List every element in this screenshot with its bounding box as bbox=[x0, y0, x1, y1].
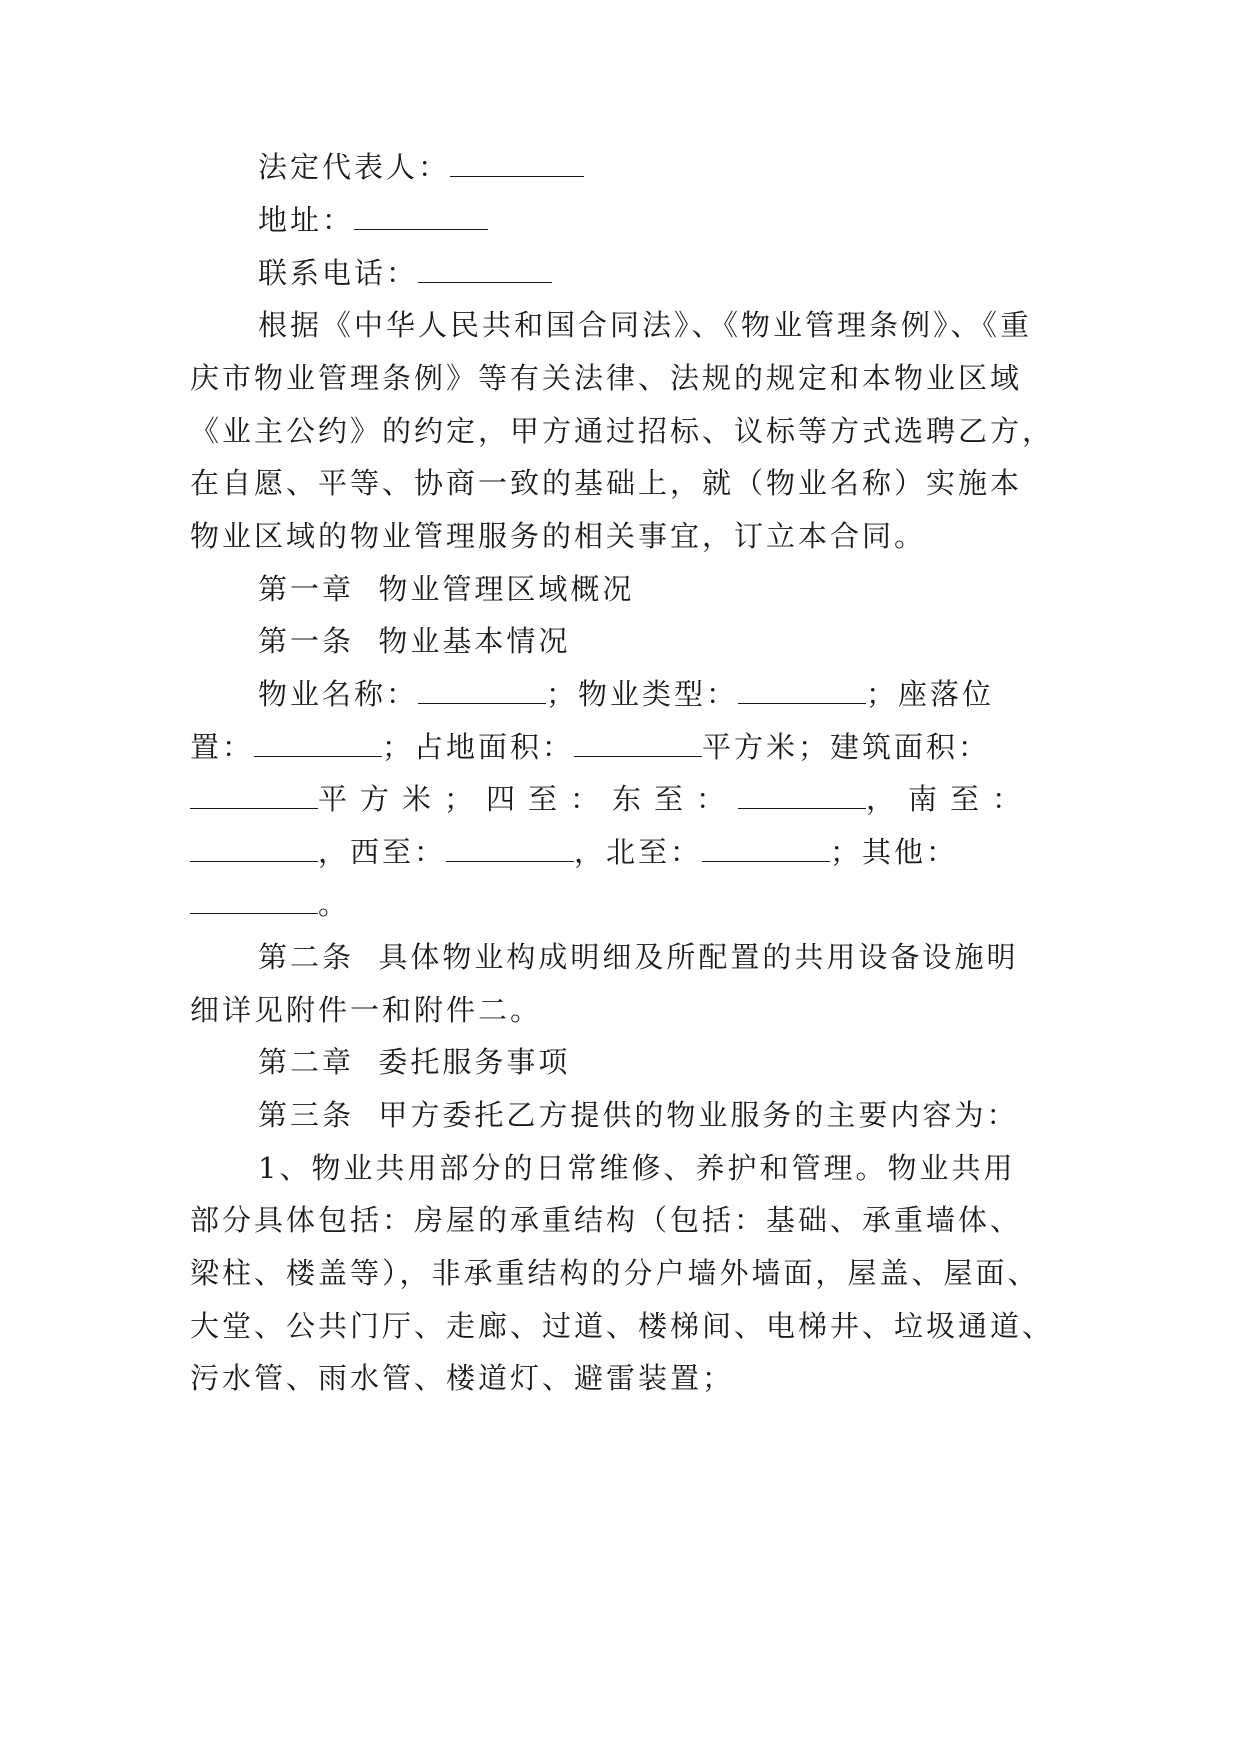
property-line-3 bbox=[0, 779, 1241, 819]
phone-label: 联系电话： bbox=[258, 256, 419, 290]
address-blank bbox=[354, 203, 488, 230]
property-line-4 bbox=[0, 832, 1241, 872]
property-line-5 bbox=[0, 884, 1241, 924]
north-blank bbox=[702, 835, 830, 862]
preamble-line-1: 根据《中华人民共和国合同法》、《物业管理条例》、《重 bbox=[258, 308, 1033, 342]
west-label: ，西至： bbox=[318, 835, 447, 869]
phone-line bbox=[0, 253, 1241, 293]
location-label-b: 置： bbox=[190, 730, 255, 764]
preamble-line-2: 庆市物业管理条例》等有关法律、法规的规定和本物业区域 bbox=[190, 361, 1023, 395]
article2-line-2: 细详见附件一和附件二。 bbox=[190, 993, 543, 1027]
legal-rep-line bbox=[0, 147, 1241, 187]
legal-rep-blank bbox=[450, 150, 584, 177]
item1-line-4: 大堂、公共门厅、走廊、过道、楼梯间、电梯井、垃圾通道、 bbox=[190, 1309, 1055, 1343]
land-area-label: ；占地面积： bbox=[382, 730, 575, 764]
other-blank bbox=[190, 887, 318, 914]
property-line-1 bbox=[0, 674, 1241, 714]
article3-title: 第三条 甲方委托乙方提供的物业服务的主要内容为： bbox=[258, 1098, 1019, 1132]
legal-rep-label: 法定代表人： bbox=[258, 150, 451, 184]
location-blank bbox=[254, 730, 382, 757]
south-blank bbox=[190, 835, 318, 862]
article2-line-1: 第二条 具体物业构成明细及所配置的共用设备设施明 bbox=[258, 940, 1019, 974]
address-label: 地址： bbox=[258, 203, 355, 237]
property-type-label: ；物业类型： bbox=[546, 677, 739, 711]
land-area-blank bbox=[574, 730, 702, 757]
end-mark: 。 bbox=[318, 887, 351, 921]
location-label-a: ；座落位 bbox=[866, 677, 995, 711]
west-blank bbox=[446, 835, 574, 862]
phone-blank bbox=[418, 256, 552, 283]
north-label: ，北至： bbox=[574, 835, 703, 869]
address-line bbox=[0, 200, 1241, 240]
item1-line-2: 部分具体包括：房屋的承重结构（包括：基础、承重墙体、 bbox=[190, 1203, 1023, 1237]
building-area-unit: 平方米；四至：东至： bbox=[318, 782, 739, 816]
property-type-blank bbox=[738, 677, 866, 704]
preamble-line-4: 在自愿、平等、协商一致的基础上，就（物业名称）实施本 bbox=[190, 466, 1023, 500]
preamble-line-3: 《业主公约》的约定，甲方通过招标、议标等方式选聘乙方， bbox=[190, 414, 1055, 448]
other-label: ；其他： bbox=[830, 835, 959, 869]
article1-title: 第一条 物业基本情况 bbox=[258, 624, 571, 658]
east-blank bbox=[738, 782, 866, 809]
building-area-blank bbox=[190, 782, 318, 809]
land-area-unit: 平方米；建筑面积： bbox=[702, 730, 991, 764]
item1-line-3: 梁柱、楼盖等），非承重结构的分户墙外墙面，屋盖、屋面、 bbox=[190, 1256, 1040, 1290]
chapter1-title: 第一章 物业管理区域概况 bbox=[258, 572, 635, 606]
item1-line-5: 污水管、雨水管、楼道灯、避雷装置； bbox=[190, 1361, 735, 1395]
property-name-blank bbox=[418, 677, 546, 704]
chapter2-title: 第二章 委托服务事项 bbox=[258, 1045, 571, 1079]
preamble-line-5: 物业区域的物业管理服务的相关事宜，订立本合同。 bbox=[190, 519, 927, 553]
property-name-label: 物业名称： bbox=[258, 677, 419, 711]
south-label: ，南至： bbox=[866, 782, 1035, 816]
item1-line-1: 1、物业共用部分的日常维修、养护和管理。物业共用 bbox=[258, 1151, 1016, 1185]
property-line-2 bbox=[0, 727, 1241, 767]
